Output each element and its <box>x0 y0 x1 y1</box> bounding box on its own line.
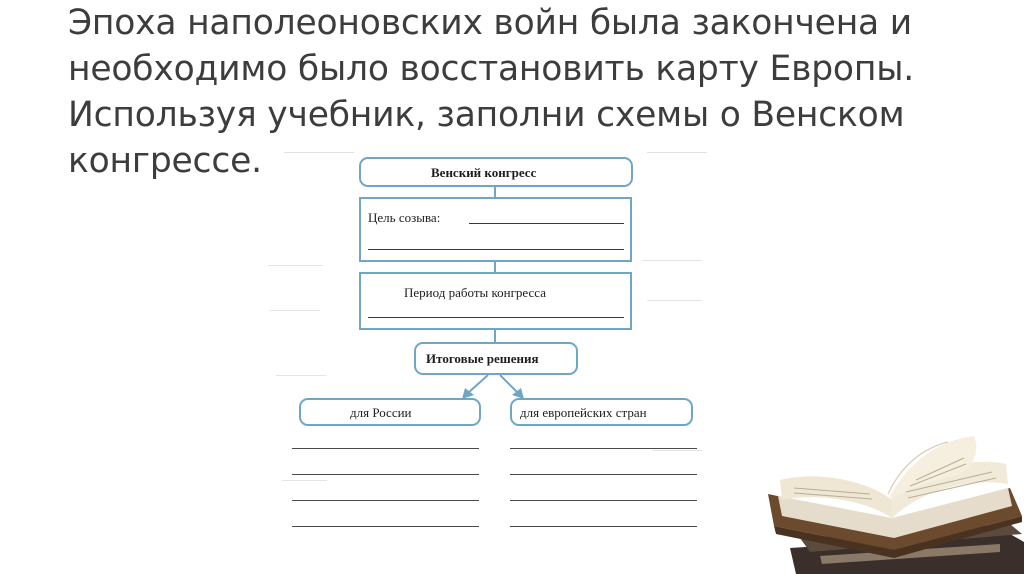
russia-answer-line-3[interactable] <box>292 500 479 501</box>
europe-answer-line-2[interactable] <box>510 474 697 475</box>
russia-box <box>299 398 481 426</box>
europe-answer-line-3[interactable] <box>510 500 697 501</box>
europe-answer-line-1[interactable] <box>510 448 697 449</box>
branch-arrows <box>262 150 722 550</box>
russia-answer-line-1[interactable] <box>292 448 479 449</box>
europe-answer-line-4[interactable] <box>510 526 697 527</box>
russia-label: для России <box>350 405 412 420</box>
worksheet-diagram <box>262 150 722 550</box>
slide-text-line-3: Используя учебник, заполни схемы о Венском <box>68 95 905 135</box>
europe-label: для европейских стран <box>520 405 647 420</box>
open-book-icon <box>760 430 1024 574</box>
period-label: Период работы конгресса <box>404 285 546 300</box>
slide-text-line-1: Эпоха наполеоновских войн была закончена и <box>68 3 912 43</box>
results-label: Итоговые решения <box>426 351 539 366</box>
slide-text-line-4: конгрессе. <box>68 141 262 181</box>
europe-box <box>510 398 693 426</box>
goal-label: Цель созыва: <box>368 210 441 225</box>
russia-answer-line-4[interactable] <box>292 526 479 527</box>
slide-text-line-2: необходимо было восстановить карту Европы. <box>68 49 914 89</box>
congress-title: Венский конгресс <box>431 165 537 180</box>
russia-answer-line-2[interactable] <box>292 474 479 475</box>
